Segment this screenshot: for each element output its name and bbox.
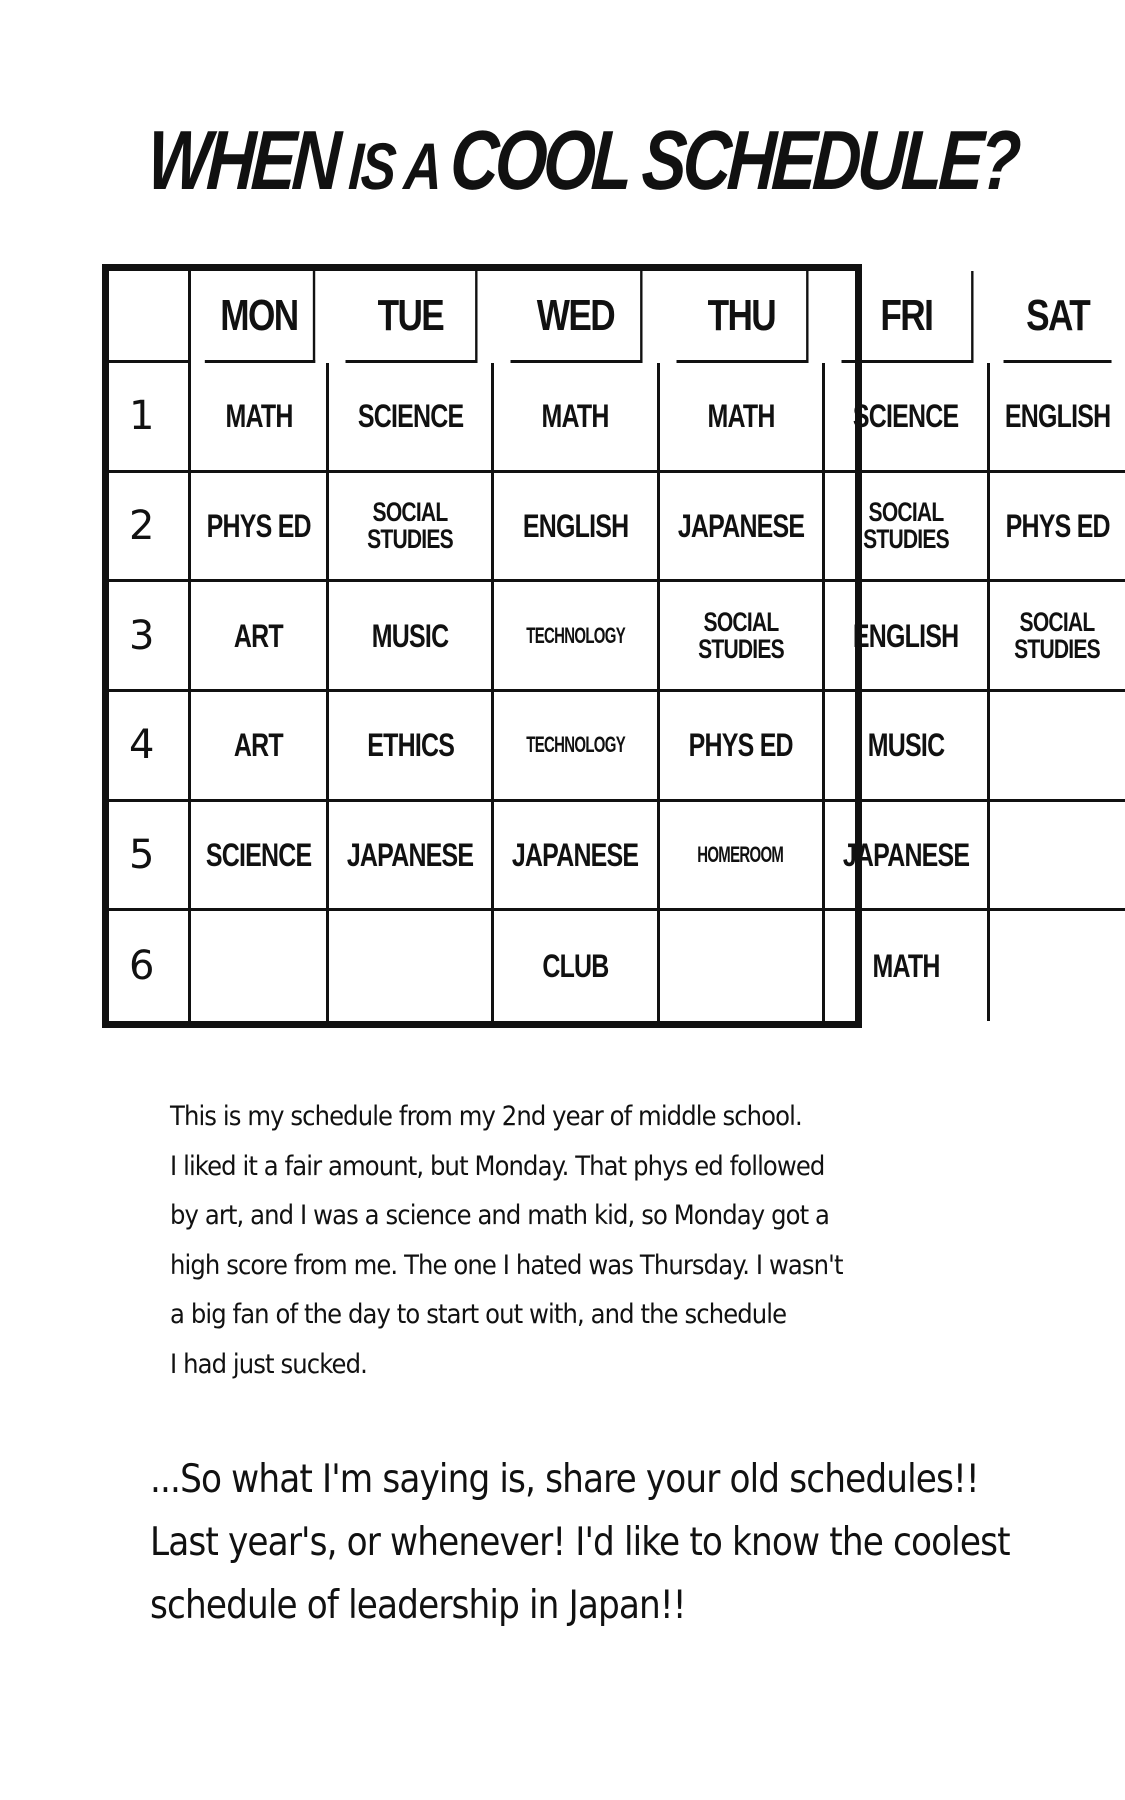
subject-cell	[660, 692, 825, 802]
closing-line: ...So what I'm saying is, share your old schedules!!	[150, 1457, 979, 1502]
subject-cell	[825, 363, 990, 473]
day-header-thu: THU	[676, 271, 808, 363]
subject-cell	[990, 911, 1125, 1021]
day-header-fri: FRI	[841, 271, 973, 363]
subject-cell	[825, 582, 990, 692]
subject-label: MATH	[706, 398, 775, 435]
note-line: I had just sucked.	[170, 1348, 367, 1380]
subject-cell	[329, 582, 494, 692]
subject-label: PHYS ED	[688, 727, 793, 764]
day-header-mon: MON	[205, 271, 316, 363]
subject-cell	[660, 911, 825, 1021]
subject-cell	[990, 802, 1125, 912]
subject-cell	[494, 582, 659, 692]
subject-label: JAPANESE	[512, 836, 639, 873]
subject-cell	[990, 692, 1125, 802]
subject-cell	[191, 911, 329, 1021]
subject-cell	[329, 911, 494, 1021]
subject-cell	[329, 802, 494, 912]
note-line: This is my schedule from my 2nd year of middle school.	[170, 1101, 802, 1132]
subject-cell	[329, 692, 494, 802]
subject-label: ENGLISH	[1004, 398, 1111, 435]
subject-cell	[660, 802, 825, 912]
subject-label: JAPANESE	[347, 836, 474, 873]
subject-cell	[660, 582, 825, 692]
subject-cell	[990, 473, 1125, 583]
period-number: 2	[109, 473, 191, 583]
title-cool-schedule: COOL SCHEDULE?	[448, 113, 1020, 207]
subject-cell	[990, 363, 1125, 473]
period-number: 1	[109, 363, 191, 473]
subject-cell	[825, 802, 990, 912]
day-header-wed: WED	[511, 271, 643, 363]
schedule-table	[102, 264, 1111, 1028]
closing-line: schedule of leadership in Japan!!	[150, 1583, 686, 1628]
subject-label: PHYS ED	[1005, 507, 1110, 544]
day-header-tue: TUE	[346, 271, 478, 363]
subject-cell	[191, 692, 329, 802]
period-number: 3	[109, 582, 191, 692]
note-line: by art, and I was a science and math kid, so Monday got a	[170, 1200, 830, 1231]
subject-label: HOMEROOM	[697, 841, 784, 867]
subject-label: MATH	[225, 398, 293, 435]
subject-label: JAPANESE	[677, 507, 804, 544]
note-line: a big fan of the day to start out with, and the schedule	[170, 1299, 787, 1330]
subject-label: TECHNOLOGY	[526, 622, 625, 648]
subject-cell	[494, 692, 659, 802]
subject-label: MUSIC	[867, 727, 944, 764]
subject-cell	[825, 692, 990, 802]
subject-cell	[191, 473, 329, 583]
title-when: WHEN	[145, 113, 340, 207]
subject-label: TECHNOLOGY	[526, 732, 625, 758]
period-number: 5	[109, 802, 191, 912]
subject-cell	[329, 363, 494, 473]
subject-label: ETHICS	[366, 727, 454, 764]
subject-cell	[191, 582, 329, 692]
period-number: 4	[109, 692, 191, 802]
subject-cell	[990, 582, 1125, 692]
subject-cell	[191, 802, 329, 912]
subject-cell	[660, 363, 825, 473]
subject-label: SOCIAL STUDIES	[862, 496, 949, 554]
day-header-sat: SAT	[1003, 271, 1111, 363]
subject-label: ART	[234, 617, 284, 654]
subject-label: MATH	[872, 948, 940, 985]
subject-cell	[494, 363, 659, 473]
subject-label: MATH	[541, 398, 609, 435]
subject-cell	[494, 802, 659, 912]
table-corner-cell	[109, 271, 191, 363]
subject-label: PHYS ED	[206, 507, 311, 544]
subject-label: MUSIC	[372, 617, 449, 654]
note-line: high score from me. The one I hated was Thursday. I wasn't	[170, 1249, 843, 1281]
subject-label: SOCIAL STUDIES	[697, 606, 784, 664]
page-title	[145, 113, 1020, 207]
subject-cell	[494, 473, 659, 583]
subject-label: SCIENCE	[852, 398, 959, 435]
note-line: I liked it a fair amount, but Monday. That phys ed followed	[170, 1150, 825, 1182]
closing-line: Last year's, or whenever! I'd like to know the coolest	[150, 1520, 1010, 1565]
subject-label: SOCIAL STUDIES	[367, 496, 454, 554]
subject-cell	[494, 911, 659, 1021]
subject-label: ENGLISH	[852, 617, 959, 654]
subject-label: JAPANESE	[842, 836, 969, 873]
subject-cell	[191, 363, 329, 473]
subject-label: SOCIAL STUDIES	[1014, 606, 1101, 664]
subject-label: ART	[234, 727, 284, 764]
subject-label: CLUB	[542, 948, 609, 985]
schedule-note	[170, 1092, 930, 1389]
title-is-a: IS A	[334, 129, 453, 203]
subject-cell	[825, 473, 990, 583]
subject-cell	[660, 473, 825, 583]
subject-label: SCIENCE	[205, 836, 312, 873]
closing-message	[150, 1448, 1080, 1637]
period-number: 6	[109, 911, 191, 1021]
subject-label: SCIENCE	[357, 398, 464, 435]
subject-label: ENGLISH	[522, 507, 629, 544]
subject-cell	[329, 473, 494, 583]
subject-cell	[825, 911, 990, 1021]
